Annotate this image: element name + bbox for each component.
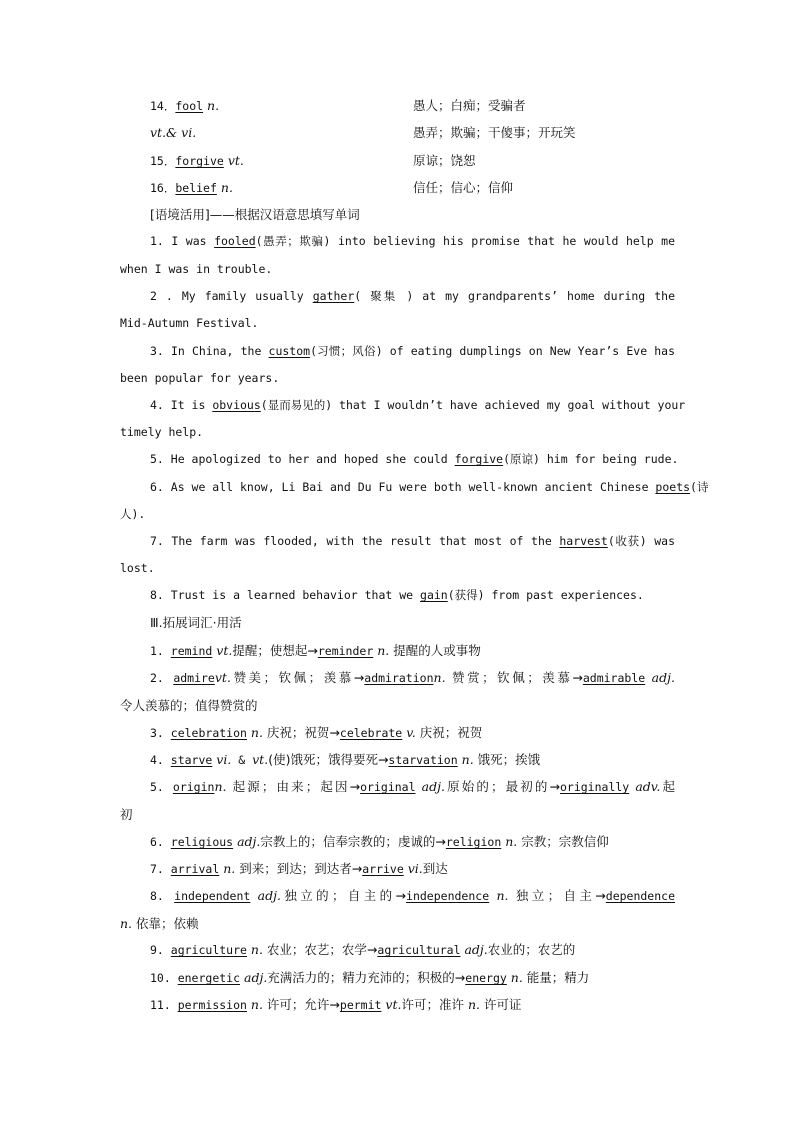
vocab-meaning: 农业的；农艺的 — [487, 942, 576, 957]
sentence-text: (显而易见的) that I wouldn’t have achieved my goal without your — [260, 398, 686, 412]
vocab-word: admiration — [364, 671, 434, 685]
exercise-sentence — [150, 288, 675, 305]
expansion-entry — [150, 778, 675, 796]
vocab-meaning: 独立的；自主的→ — [281, 888, 407, 903]
answer-word: harvest — [559, 534, 608, 548]
vocab-word: energetic — [177, 971, 241, 985]
sentence-text: been popular for years. — [120, 371, 280, 385]
vocab-entry — [150, 152, 244, 170]
sentence-text: (收获) was — [607, 534, 675, 548]
vocab-word: belief — [175, 181, 217, 195]
vocab-word: religious — [170, 835, 234, 849]
vocab-meaning: 许可；准许 — [401, 997, 468, 1012]
vocab-pos: n. — [373, 643, 390, 658]
section-title: Ⅲ.拓展词汇·用活 — [150, 615, 242, 630]
expansion-entry — [150, 969, 675, 987]
vocab-word: arrival — [170, 862, 220, 876]
vocab-meaning: 独立；自主→ — [508, 888, 606, 903]
vocab-pos: vt. — [227, 153, 244, 168]
vocab-entry — [150, 124, 196, 141]
answer-word: gather — [312, 289, 355, 303]
vocab-word: original — [360, 780, 416, 794]
vocab-word: admire — [173, 671, 215, 685]
answer-word: poets — [655, 480, 691, 494]
vocab-word: starve — [170, 753, 213, 767]
vocab-meaning: 饿死；挨饿 — [473, 752, 541, 767]
exercise-sentence — [150, 451, 679, 468]
vocab-meaning: 到来；到达；到达者→ — [235, 861, 363, 876]
vocab-meaning: 庆祝；祝贺→ — [262, 725, 340, 740]
sentence-text: ( 聚集 ) at my grandparents’ home during the — [354, 289, 675, 303]
vocab-meaning: 令人羡慕的；值得赞赏的 — [120, 698, 258, 713]
exercise-sentence-continued — [120, 506, 675, 523]
sentence-text: (原谅) him for being rude. — [503, 452, 679, 466]
vocab-meaning: 信任；信心；信仰 — [413, 180, 514, 195]
entry-number: 8. — [150, 889, 175, 903]
vocab-word: independence — [406, 889, 490, 903]
sentence-text: Mid-Autumn Festival. — [120, 316, 259, 330]
vocab-meaning: 庆祝；祝贺 — [415, 725, 483, 740]
vocab-word: reminder — [317, 644, 374, 658]
vocab-pos: vt. — [212, 643, 233, 658]
vocab-meaning: 起 — [660, 779, 675, 794]
vocab-word: permission — [177, 998, 247, 1012]
vocab-pos: vt. — [381, 997, 402, 1012]
vocab-meaning: 宗教；宗教信仰 — [517, 834, 609, 849]
sentence-text: timely help. — [120, 425, 204, 439]
sentence-text: (习惯；风俗) of eating dumplings on New Year’s Eve has — [310, 344, 676, 358]
vocab-pos: n. — [501, 834, 518, 849]
sentence-text: 6. As we all know, Li Bai and Du Fu were both well-known ancient Chinese — [150, 480, 656, 494]
expansion-entry — [150, 887, 675, 905]
vocab-pos: n. — [246, 997, 263, 1012]
vocab-word: originally — [559, 780, 630, 794]
expansion-entry — [150, 642, 675, 660]
vocab-pos: n. — [246, 725, 263, 740]
expansion-entry — [150, 833, 675, 851]
vocab-pos: adj. — [460, 942, 488, 957]
exercise-sentence-continued — [120, 424, 675, 441]
sentence-text: when I was in trouble. — [120, 262, 273, 276]
vocab-meaning: 充满活力的；精力充沛的；积极的→ — [267, 970, 466, 985]
vocab-word: agricultural — [377, 943, 461, 957]
vocab-pos: n. — [246, 942, 263, 957]
vocab-meaning: 初 — [120, 807, 133, 822]
vocab-pos: adj. — [645, 670, 675, 685]
expansion-entry-continued — [120, 806, 675, 823]
vocab-word: independent — [174, 889, 251, 903]
sentence-text: (获得) from past experiences. — [447, 588, 644, 602]
entry-number: 2. — [150, 671, 174, 685]
vocab-word: forgive — [175, 154, 224, 168]
vocab-pos: n. — [506, 970, 523, 985]
expansion-entry — [150, 941, 675, 959]
vocab-meaning: 提醒；使想起→ — [232, 643, 318, 658]
vocab-pos: adj. — [250, 888, 281, 903]
vocab-word: celebrate — [339, 726, 403, 740]
entry-number: 7. — [150, 862, 171, 876]
vocab-word: fool — [175, 99, 204, 113]
sentence-text: 5. He apologized to her and hoped she could — [150, 452, 455, 466]
vocab-pos: vi. — [403, 861, 423, 876]
exercise-sentence-continued — [120, 315, 675, 332]
entry-number: 11. — [150, 998, 178, 1012]
sentence-text: 3. In China, the — [150, 344, 269, 358]
vocab-word: dependence — [605, 889, 676, 903]
sentence-text: 2 . My family usually — [150, 289, 313, 303]
answer-word: gain — [420, 588, 448, 602]
exercise-sentence-continued — [120, 560, 675, 577]
sentence-text: lost. — [120, 561, 155, 575]
vocab-pos: adj. — [240, 970, 268, 985]
entry-number: & — [231, 753, 253, 767]
exercise-sentence-continued — [120, 370, 675, 387]
vocab-word: origin — [172, 780, 215, 794]
answer-word: obvious — [212, 398, 261, 412]
vocab-meaning: 到达 — [422, 861, 448, 876]
expansion-entry — [150, 996, 675, 1014]
vocab-pos: n. — [457, 752, 474, 767]
expansion-entry — [150, 751, 675, 769]
entry-number: 10. — [150, 971, 178, 985]
vocab-word: arrive — [362, 862, 404, 876]
exercise-sentence — [150, 533, 675, 550]
vocab-word: agriculture — [170, 943, 247, 957]
entry-number: 9. — [150, 943, 171, 957]
exercise-sentence — [150, 587, 675, 604]
sentence-text: (诗 — [690, 480, 709, 494]
answer-word: forgive — [454, 452, 504, 466]
expansion-entry — [150, 669, 675, 687]
vocab-meaning: 农业；农艺；农学→ — [262, 942, 378, 957]
sentence-text: 7. The farm was flooded, with the result that most of the — [150, 534, 560, 548]
vocab-pos: n. — [214, 779, 227, 794]
expansion-entry-continued — [120, 915, 675, 932]
sentence-text: (愚弄；欺骗) into believing his promise that he would help me — [255, 234, 676, 248]
vocab-number: 15． — [150, 154, 176, 168]
sentence-text: 人). — [120, 507, 146, 521]
vocab-word: admirable — [582, 671, 646, 685]
exercise-sentence — [150, 397, 686, 414]
vocab-meaning: 许可证 — [480, 997, 522, 1012]
expansion-entry — [150, 724, 675, 742]
section-title: [语境活用]——根据汉语意思填写单词 — [150, 207, 360, 222]
vocab-pos: v. — [402, 725, 416, 740]
vocab-pos: vi. — [212, 752, 232, 767]
vocab-pos: adj. — [415, 779, 445, 794]
vocab-pos: n. — [433, 670, 446, 685]
vocab-pos: n. — [207, 98, 220, 113]
vocab-meaning: 起源；由来；起因→ — [226, 779, 361, 794]
entry-number: 6. — [150, 835, 171, 849]
vocab-number: 14． — [150, 99, 176, 113]
vocab-word: energy — [465, 971, 507, 985]
entry-number: 4. — [150, 753, 171, 767]
vocab-meaning: 提醒的人或事物 — [389, 643, 481, 658]
vocab-meaning: 赞美；钦佩；羡慕→ — [230, 670, 365, 685]
vocab-pos: vt. — [214, 670, 231, 685]
vocab-number: 16． — [150, 181, 176, 195]
exercise-sentence — [150, 233, 675, 250]
entry-number: 3. — [150, 726, 171, 740]
vocab-meaning: 宗教上的；信奉宗教的；虔诚的→ — [260, 834, 446, 849]
vocab-word: celebration — [170, 726, 247, 740]
entry-number: 1. — [150, 644, 171, 658]
exercise-sentence — [150, 343, 675, 360]
answer-word: custom — [268, 344, 311, 358]
expansion-entry — [150, 860, 675, 878]
sentence-text: 4. It is — [150, 398, 213, 412]
vocab-meaning: 原始的；最初的→ — [444, 779, 560, 794]
vocab-pos: adv. — [629, 779, 661, 794]
vocab-pos: vt. — [252, 752, 269, 767]
vocab-pos: n. — [489, 888, 509, 903]
vocab-meaning: 赞赏；钦佩；羡慕→ — [445, 670, 583, 685]
vocab-meaning: 能量；精力 — [522, 970, 590, 985]
vocab-meaning: 原谅；饶恕 — [413, 153, 476, 168]
vocab-meaning: 愚人；白痴；受骗者 — [413, 98, 526, 113]
vocab-word: religion — [445, 835, 502, 849]
exercise-sentence-continued — [120, 261, 675, 278]
vocab-entry — [150, 179, 233, 197]
vocab-pos: n. — [467, 997, 481, 1012]
vocab-word: remind — [170, 644, 213, 658]
vocab-pos: n. — [120, 916, 133, 931]
sentence-text: 1. I was — [150, 234, 215, 248]
vocab-pos: vt.& vi. — [150, 125, 197, 140]
entry-number: 5. — [150, 780, 173, 794]
vocab-meaning: (使)饿死；饿得要死→ — [268, 752, 389, 767]
vocab-word: permit — [339, 998, 382, 1012]
vocab-pos: adj. — [233, 834, 261, 849]
vocab-word: starvation — [388, 753, 458, 767]
expansion-entry-continued — [120, 697, 675, 714]
vocab-pos: n. — [219, 861, 236, 876]
vocab-pos: n. — [220, 180, 233, 195]
vocab-meaning: 许可；允许→ — [262, 997, 340, 1012]
vocab-meaning: 依靠；依赖 — [132, 916, 199, 931]
vocab-entry — [150, 97, 219, 115]
answer-word: fooled — [214, 234, 256, 248]
sentence-text: 8. Trust is a learned behavior that we — [150, 588, 421, 602]
vocab-meaning: 愚弄；欺骗；干傻事；开玩笑 — [413, 125, 576, 140]
exercise-sentence — [150, 479, 709, 496]
